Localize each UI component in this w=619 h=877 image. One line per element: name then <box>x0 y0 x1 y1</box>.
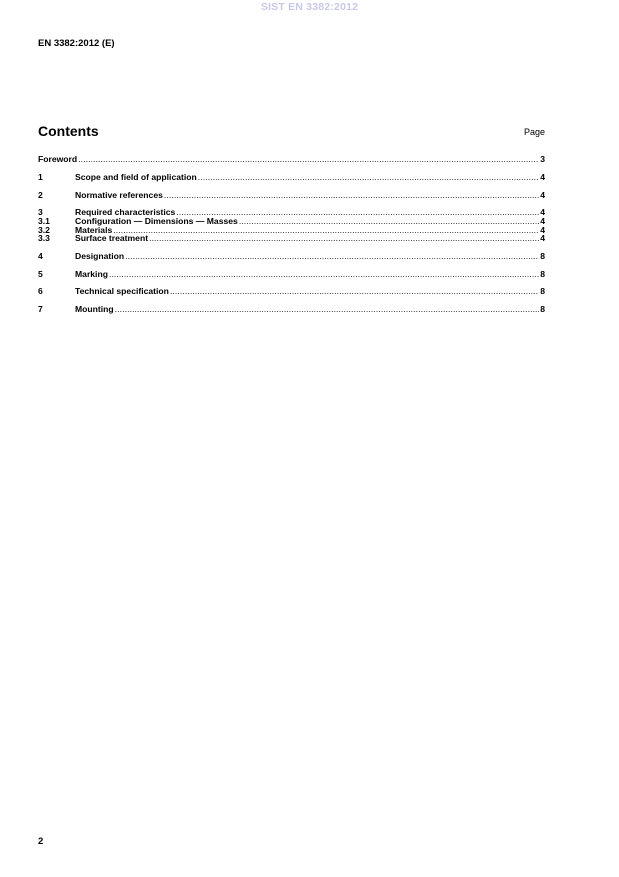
contents-title: Contents <box>38 123 99 139</box>
toc-entry-title: Mounting <box>75 304 114 315</box>
toc-entry-title: Required characteristics <box>75 207 176 218</box>
toc-entry-title: Designation <box>75 250 125 261</box>
toc-entry-6[interactable] <box>38 287 545 296</box>
toc-leader-dots <box>78 155 539 164</box>
toc-leader-dots <box>109 270 539 279</box>
toc-entry-5[interactable] <box>38 270 545 279</box>
toc-entry-page: 8 <box>540 286 545 297</box>
toc-entry-page: 4 <box>540 171 545 182</box>
toc-entry-page: 4 <box>540 224 545 235</box>
toc-leader-dots <box>164 191 539 200</box>
toc-entry-number: 1 <box>38 171 43 182</box>
toc-entry-number: 3.3 <box>38 233 50 244</box>
toc-entry-number: 7 <box>38 304 43 315</box>
toc-leader-dots <box>170 287 539 296</box>
toc-entry-number: 6 <box>38 286 43 297</box>
toc-entry-title: Foreword <box>38 154 78 164</box>
toc-leader-dots <box>149 234 539 243</box>
toc-entry-number: 3.1 <box>38 215 50 226</box>
toc-leader-dots <box>125 252 539 261</box>
document-header: EN 3382:2012 (E) <box>38 38 115 49</box>
toc-entry-page: 3 <box>540 154 545 164</box>
toc-entry-7[interactable] <box>38 305 545 314</box>
toc-entry-4[interactable] <box>38 252 545 261</box>
toc-entry-foreword[interactable] <box>38 155 545 164</box>
toc-entry-number: 3.2 <box>38 224 50 235</box>
toc-entry-page: 4 <box>540 233 545 244</box>
toc-entry-page: 4 <box>540 207 545 218</box>
toc-entry-title: Technical specification <box>75 286 169 297</box>
toc-leader-dots <box>115 305 540 314</box>
table-of-contents <box>38 155 545 314</box>
toc-entry-number: 5 <box>38 268 43 279</box>
toc-entry-number: 3 <box>38 207 43 218</box>
toc-entry-title: Materials <box>75 224 113 235</box>
toc-entry-1[interactable] <box>38 173 545 182</box>
toc-leader-dots <box>198 173 539 182</box>
toc-entry-3-3[interactable] <box>38 234 545 243</box>
toc-entry-title: Surface treatment <box>75 233 149 244</box>
toc-leader-dots <box>113 226 539 235</box>
toc-entry-title: Marking <box>75 268 108 279</box>
toc-entry-title: Scope and field of application <box>75 171 197 182</box>
watermark: SIST EN 3382:2012 <box>260 1 359 13</box>
toc-entry-number: 4 <box>38 250 43 261</box>
toc-entry-3-1[interactable] <box>38 217 545 226</box>
toc-entry-2[interactable] <box>38 191 545 200</box>
toc-leader-dots <box>239 217 539 226</box>
page-number: 2 <box>38 836 44 847</box>
toc-entry-page: 8 <box>540 304 545 315</box>
page-column-label: Page <box>523 127 545 137</box>
toc-entry-page: 4 <box>540 215 545 226</box>
toc-entry-page: 8 <box>540 268 545 279</box>
toc-entry-title: Normative references <box>75 189 163 200</box>
toc-entry-page: 4 <box>540 189 545 200</box>
toc-entry-page: 8 <box>540 250 545 261</box>
toc-entry-number: 2 <box>38 189 43 200</box>
toc-entry-title: Configuration — Dimensions — Masses <box>75 215 238 226</box>
